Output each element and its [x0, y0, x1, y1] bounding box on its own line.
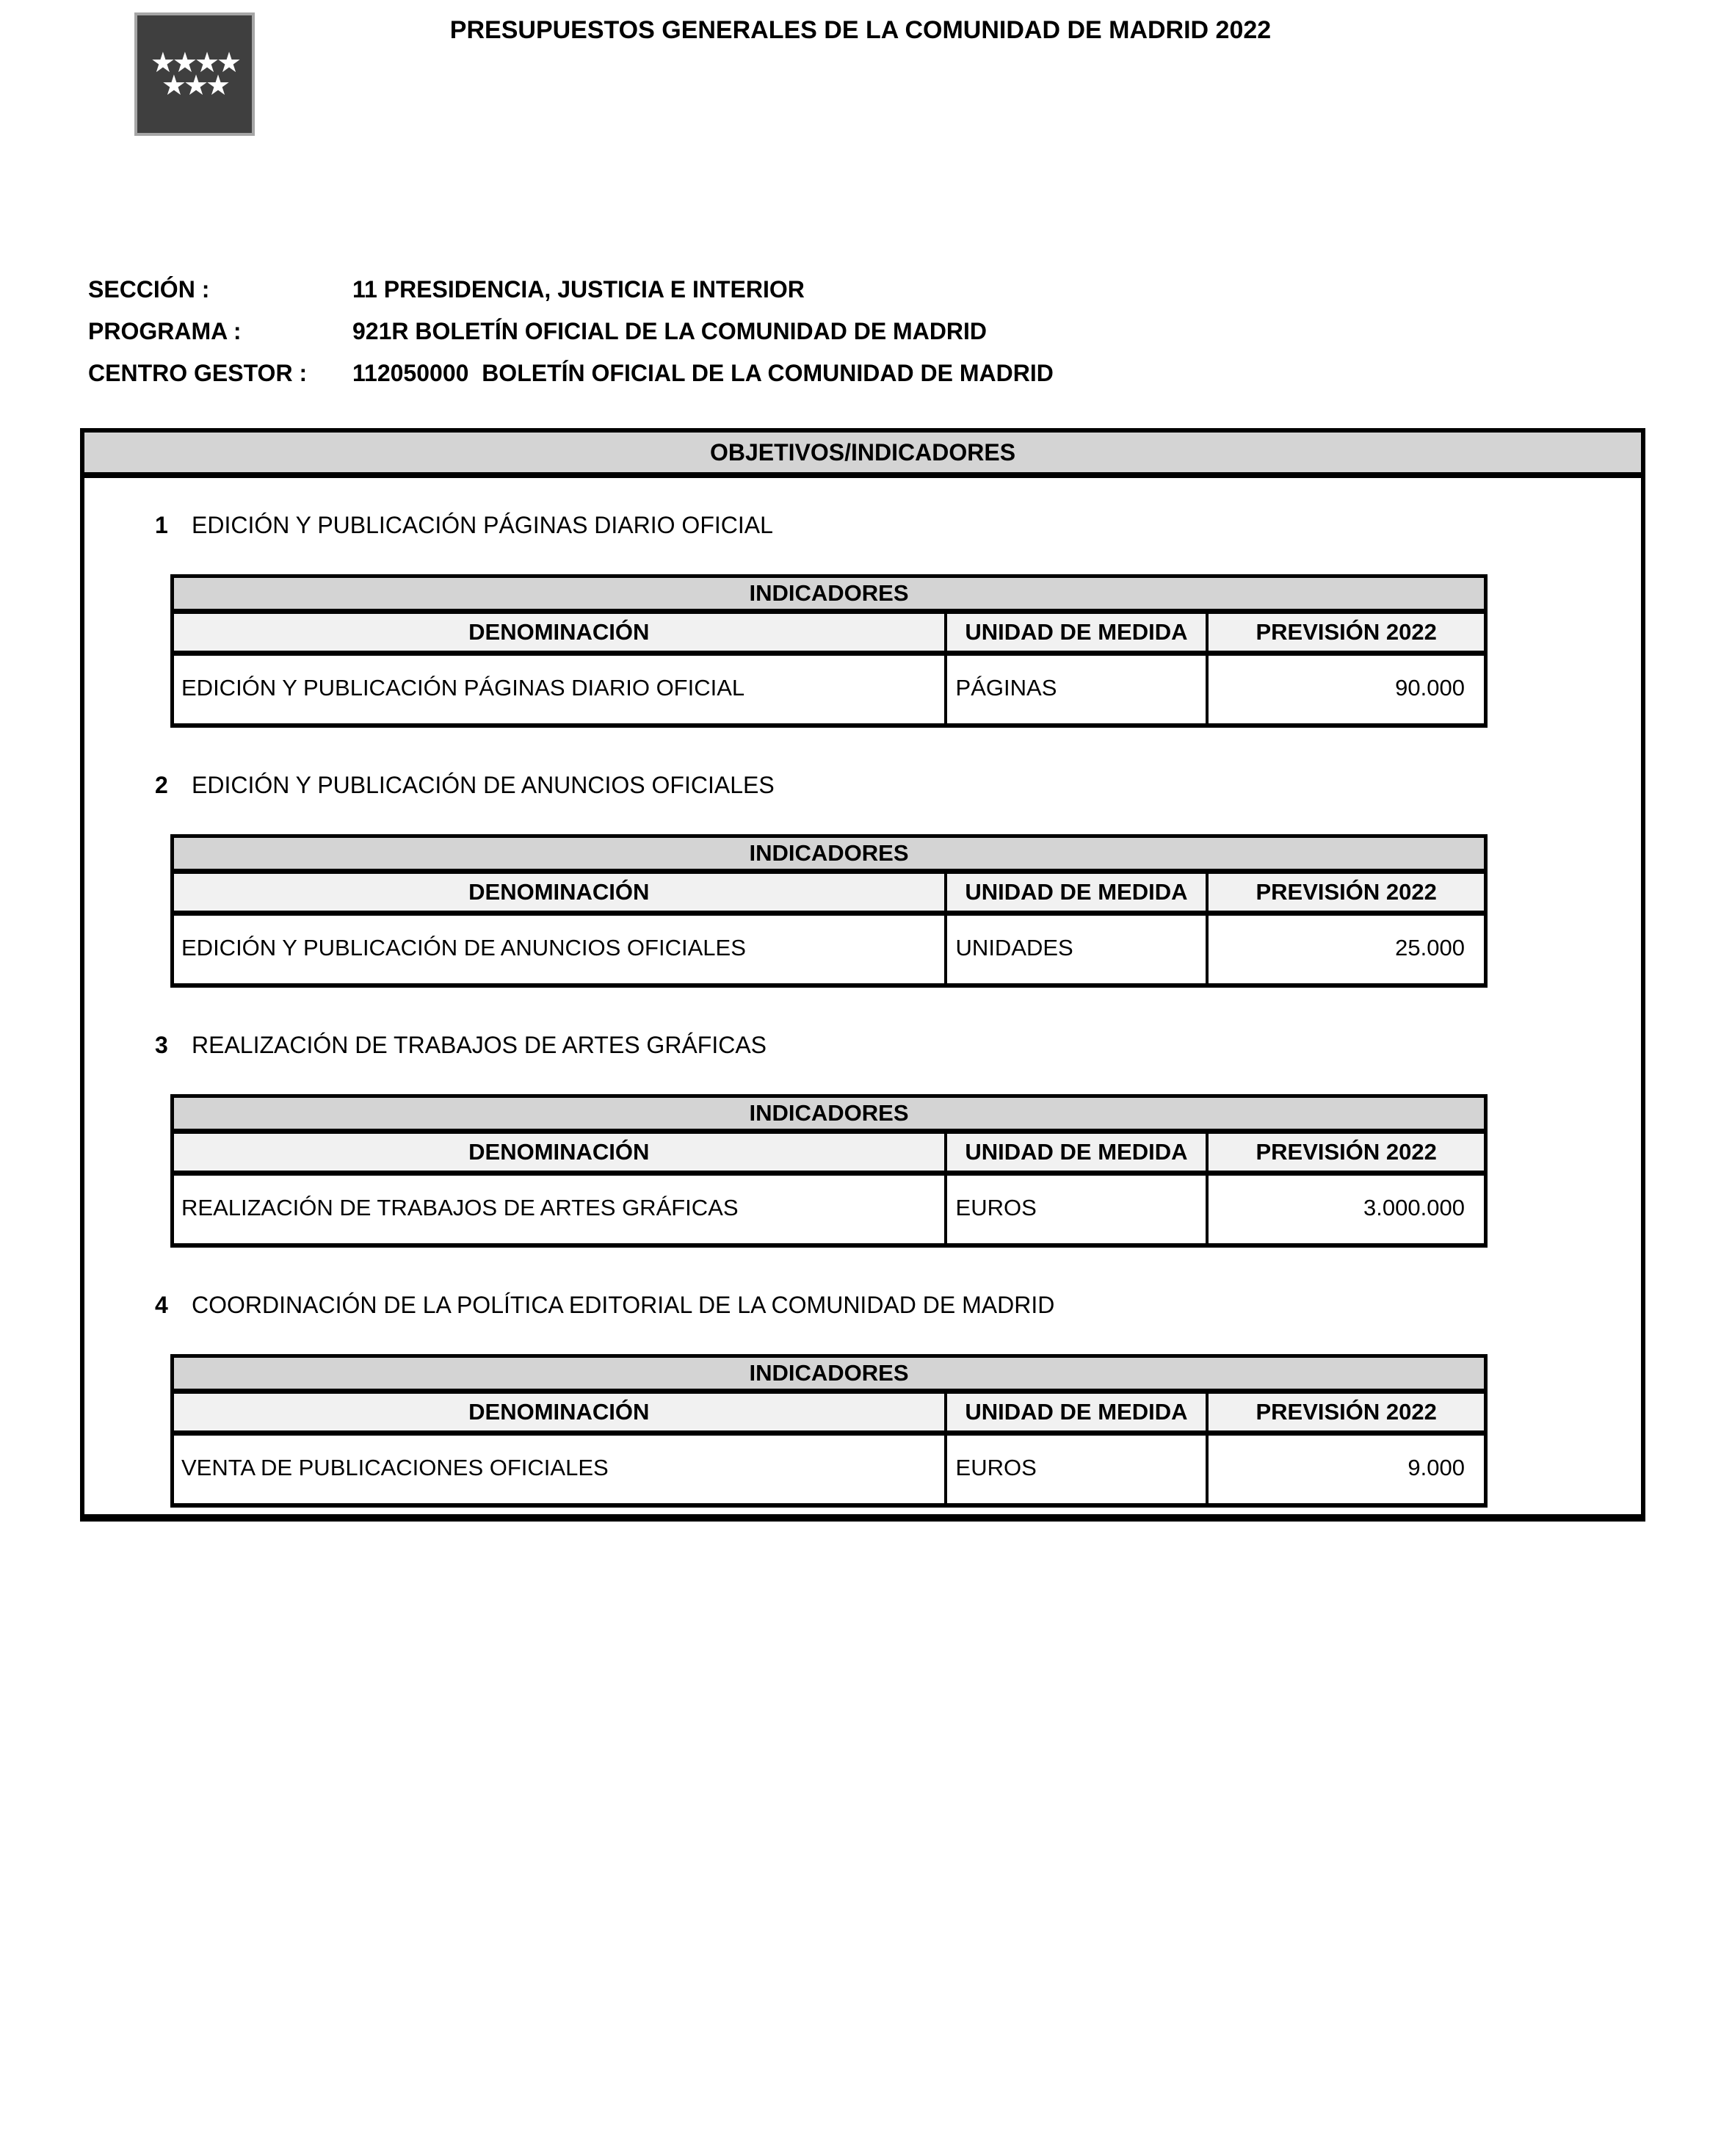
indicators-table-column-headers — [174, 874, 1484, 916]
indicators-table-title: INDICADORES — [174, 838, 1484, 874]
indicators-table-1 — [170, 574, 1488, 728]
column-header-denominacion: DENOMINACIÓN — [174, 1394, 947, 1430]
flag-stars-row-bottom: ★★★ — [161, 70, 228, 101]
objective-number: 3 — [155, 1032, 168, 1058]
indicator-unidad-de-medida: UNIDADES — [947, 916, 1209, 983]
column-header-prevision-2022: PREVISIÓN 2022 — [1256, 1399, 1437, 1425]
indicator-prevision-2022: 3.000.000 — [1363, 1195, 1465, 1220]
centro-gestor-label: CENTRO GESTOR : — [88, 360, 308, 386]
indicator-denominacion: EDICIÓN Y PUBLICACIÓN PÁGINAS DIARIO OFICIAL — [174, 656, 947, 723]
indicator-row — [174, 1176, 1484, 1243]
objective-heading — [84, 1292, 1641, 1318]
indicator-denominacion: EDICIÓN Y PUBLICACIÓN DE ANUNCIOS OFICIALES — [174, 916, 947, 983]
centro-gestor-value: 112050000 BOLETÍN OFICIAL DE LA COMUNIDAD DE MADRID — [352, 360, 1054, 386]
objectives-indicators-box — [80, 428, 1645, 1522]
column-header-unidad-de-medida: UNIDAD DE MEDIDA — [947, 1134, 1209, 1171]
document-title: PRESUPUESTOS GENERALES DE LA COMUNIDAD DE MADRID 2022 — [449, 16, 1272, 44]
objective-heading — [84, 1032, 1641, 1058]
indicators-table-column-headers — [174, 1394, 1484, 1436]
objective-number: 4 — [155, 1292, 168, 1318]
column-header-denominacion: DENOMINACIÓN — [174, 614, 947, 651]
indicators-table-column-headers — [174, 614, 1484, 656]
programa-value: 921R BOLETÍN OFICIAL DE LA COMUNIDAD DE MADRID — [352, 318, 988, 344]
column-header-prevision-2022: PREVISIÓN 2022 — [1256, 879, 1437, 905]
meta-row-seccion — [88, 269, 1054, 311]
objective-title: REALIZACIÓN DE TRABAJOS DE ARTES GRÁFICAS — [192, 1032, 767, 1058]
flag-stars — [137, 48, 252, 101]
indicators-table-2 — [170, 834, 1488, 988]
indicators-table-3 — [170, 1094, 1488, 1248]
indicator-prevision-2022: 9.000 — [1407, 1455, 1465, 1480]
indicators-table-title: INDICADORES — [174, 1098, 1484, 1134]
column-header-unidad-de-medida: UNIDAD DE MEDIDA — [947, 614, 1209, 651]
objective-section-1 — [84, 512, 1641, 728]
indicator-unidad-de-medida: EUROS — [947, 1436, 1209, 1503]
indicator-denominacion: REALIZACIÓN DE TRABAJOS DE ARTES GRÁFICAS — [174, 1176, 947, 1243]
indicators-table-title: INDICADORES — [174, 1358, 1484, 1394]
objective-section-3 — [84, 1032, 1641, 1248]
meta-row-centro-gestor — [88, 352, 1054, 394]
column-header-denominacion: DENOMINACIÓN — [174, 1134, 947, 1171]
programa-label: PROGRAMA : — [88, 318, 242, 344]
seccion-label: SECCIÓN : — [88, 276, 210, 303]
objective-heading — [84, 772, 1641, 798]
objective-title: EDICIÓN Y PUBLICACIÓN PÁGINAS DIARIO OFICIAL — [192, 512, 773, 538]
column-header-denominacion: DENOMINACIÓN — [174, 874, 947, 911]
objective-title: COORDINACIÓN DE LA POLÍTICA EDITORIAL DE LA COMUNIDAD DE MADRID — [192, 1292, 1055, 1318]
indicator-prevision-2022: 90.000 — [1395, 675, 1465, 701]
indicator-prevision-2022: 25.000 — [1395, 935, 1465, 961]
indicator-row — [174, 1436, 1484, 1503]
objective-section-2 — [84, 772, 1641, 988]
column-header-unidad-de-medida: UNIDAD DE MEDIDA — [947, 1394, 1209, 1430]
indicator-row — [174, 656, 1484, 723]
indicator-unidad-de-medida: EUROS — [947, 1176, 1209, 1243]
indicators-table-4 — [170, 1354, 1488, 1508]
indicator-denominacion: VENTA DE PUBLICACIONES OFICIALES — [174, 1436, 947, 1503]
indicator-row — [174, 916, 1484, 983]
indicators-table-title: INDICADORES — [174, 578, 1484, 614]
objectives-box-header: OBJETIVOS/INDICADORES — [84, 433, 1641, 478]
objective-number: 2 — [155, 772, 168, 798]
meta-row-programa — [88, 311, 1054, 352]
objective-section-4 — [84, 1292, 1641, 1508]
column-header-prevision-2022: PREVISIÓN 2022 — [1256, 619, 1437, 645]
column-header-prevision-2022: PREVISIÓN 2022 — [1256, 1139, 1437, 1165]
indicators-table-column-headers — [174, 1134, 1484, 1176]
column-header-unidad-de-medida: UNIDAD DE MEDIDA — [947, 874, 1209, 911]
indicator-unidad-de-medida: PÁGINAS — [947, 656, 1209, 723]
flag-stars-row-top: ★★★★ — [150, 48, 239, 79]
objective-number: 1 — [155, 512, 168, 538]
seccion-value: 11 PRESIDENCIA, JUSTICIA E INTERIOR — [352, 276, 805, 303]
program-meta — [88, 269, 1054, 394]
objective-title: EDICIÓN Y PUBLICACIÓN DE ANUNCIOS OFICIALES — [192, 772, 775, 798]
objective-heading — [84, 512, 1641, 538]
